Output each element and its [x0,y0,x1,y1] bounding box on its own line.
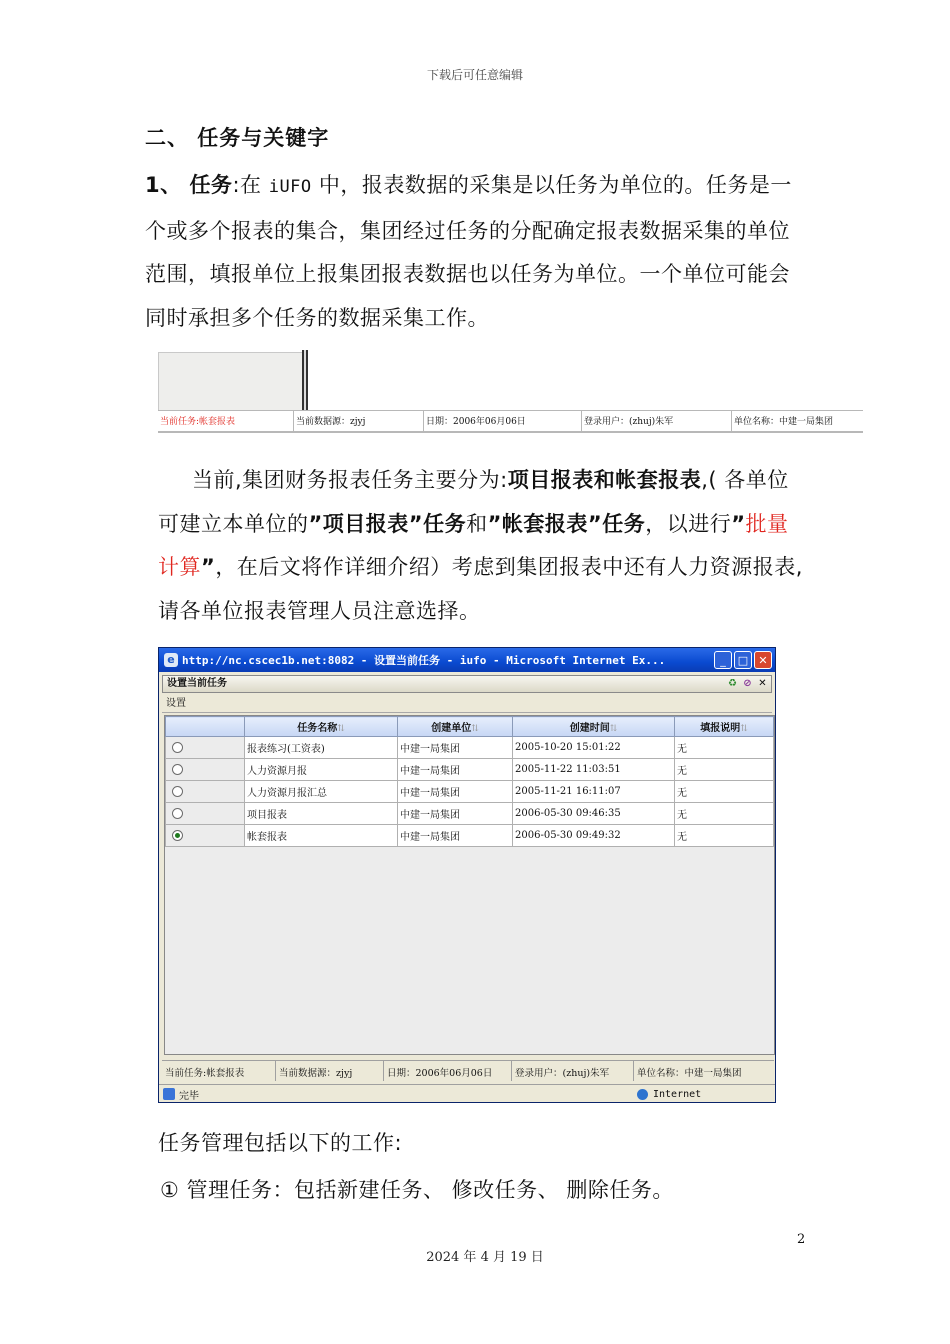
text-rest: 中，报表数据的采集是以任务为单位的。任务是一个或多个报表的集合，集团经过任务的分配确定报表数据采集的单位范围，填报单位上报集团报表数据也以任务为单位。一个单位可能会同时承担多个任务的数据采集工作。 [145,173,792,330]
text-task-management: 任务管理包括以下的工作: [158,1131,403,1155]
status-datasource: 当前数据源：zjyj [294,411,424,431]
status-datasource: 当前数据源：zjyj [276,1061,384,1081]
status-current-task: 当前任务:帐套报表 [158,411,294,431]
status-user: 登录用户：(zhuj)朱军 [582,411,732,431]
cell-name: 人力资源月报汇总 [245,781,398,803]
row-radio[interactable] [172,786,183,797]
zone-label: Internet [653,1088,702,1100]
cell-unit: 中建一局集团 [398,825,513,847]
minimize-button[interactable]: _ [714,651,732,669]
table-row[interactable] [166,825,774,847]
text-bold: 项目报表和帐套报表 [507,468,702,492]
text: ，在后文将作详细介绍）考虑到集团报表中还有人力资源报表,请各单位报表管理人员注意选择。 [158,555,803,623]
refresh-icon[interactable]: ♻ [728,678,737,689]
cell-time: 2005-11-22 11:03:51 [513,759,675,781]
col-task-name[interactable] [245,717,398,737]
text-manage-tasks: ① 管理任务：包括新建任务、 修改任务、 删除任务。 [160,1178,674,1202]
cell-note: 无 [675,737,774,759]
cell-unit: 中建一局集团 [398,759,513,781]
text-colon: :在 [232,173,269,197]
status-date: 日期：2006年06月06日 [424,411,582,431]
status-user: 登录用户：(zhuj)朱军 [512,1061,634,1081]
task-grid-area [164,715,775,1055]
cell-time: 2006-05-30 09:49:32 [513,825,675,847]
window-title: http://nc.cscec1b.net:8082 - 设置当前任务 - iufo - Microsoft Internet Ex... [182,654,666,667]
browser-window [158,647,776,1103]
col-label: 创建时间 [569,723,610,734]
cell-note: 无 [675,803,774,825]
text: ,( 各单位可建立本单位的 [158,468,789,536]
col-time[interactable] [513,717,675,737]
col-select [166,717,245,737]
cell-name: 项目报表 [245,803,398,825]
panel-title: 设置当前任务 [167,678,227,689]
ie-status-bar [159,1084,775,1103]
col-unit[interactable] [398,717,513,737]
row-select-cell [166,759,245,781]
table-row[interactable] [166,781,774,803]
status-unit: 单位名称：中建一局集团 [637,1068,742,1079]
section-heading: 二、 任务与关键字 [145,126,330,150]
cell-unit: 中建一局集团 [398,781,513,803]
row-select-cell [166,781,245,803]
app-status-bar [162,1060,774,1081]
security-zone [637,1089,701,1100]
text-bold: ”项目报表”任务 [308,511,467,536]
status-date: 日期：2006年06月06日 [384,1061,512,1081]
cell-name: 人力资源月报 [245,759,398,781]
sort-icon: ⇅ [337,724,345,734]
row-radio[interactable] [172,742,183,753]
row-select-cell [166,825,245,847]
text: 和 [466,511,488,536]
cell-name: 报表练习(工资表) [245,737,398,759]
paragraph-task-definition [145,164,810,340]
table-header-row [166,717,774,737]
table-row[interactable] [166,803,774,825]
cell-note: 无 [675,759,774,781]
cell-name: 帐套报表 [245,825,398,847]
cell-time: 2005-11-21 16:11:07 [513,781,675,803]
text-bold: ” [201,555,216,579]
row-radio[interactable] [172,808,183,819]
row-radio[interactable] [172,830,183,841]
globe-icon [637,1089,648,1100]
list-number: 1、 [145,173,190,197]
table-row[interactable] [166,759,774,781]
close-panel-icon[interactable]: ✕ [758,678,767,689]
cell-note: 无 [675,825,774,847]
page-number: 2 [797,1232,806,1247]
sort-icon: ⇅ [471,724,479,734]
paragraph-task-types [158,459,808,633]
text-bold: ”帐套报表”任务 [487,511,646,536]
grey-panel [158,352,303,411]
status-current-task: 当前任务:帐套报表 [162,1061,276,1081]
title-bar[interactable] [159,648,775,672]
term-task: 任务 [189,173,233,197]
text: ，以进行 [645,511,732,536]
table-row[interactable] [166,737,774,759]
task-table [165,716,774,847]
col-label: 任务名称 [297,723,338,734]
col-label: 创建单位 [431,723,472,734]
col-note[interactable] [675,717,774,737]
col-label: 填报说明 [700,723,741,734]
text: 当前,集团财务报表任务主要分为: [192,468,508,492]
sort-icon: ⇅ [609,724,618,734]
panel-header [162,675,772,693]
cell-unit: 中建一局集团 [398,737,513,759]
screenshot-status-strip [158,350,863,434]
sort-icon: ⇅ [740,724,748,734]
toolbar-settings[interactable]: 设置 [166,698,186,709]
page-icon [163,1088,175,1100]
cell-unit: 中建一局集团 [398,803,513,825]
maximize-button[interactable]: □ [734,651,752,669]
ie-status-text: 完毕 [179,1090,199,1102]
help-icon[interactable]: ⊘ [743,678,752,689]
toolbar [162,695,772,713]
panel-icons [726,677,769,690]
cell-time: 2006-05-30 09:46:35 [513,803,675,825]
text-red: 批量计算 [158,511,789,579]
code-iufo: iUFO [268,177,312,197]
ie-icon: e [164,653,178,667]
row-select-cell [166,803,245,825]
header-note: 下载后可任意编辑 [426,68,523,82]
row-radio[interactable] [172,764,183,775]
close-button[interactable]: ✕ [754,651,772,669]
row-select-cell [166,737,245,759]
status-unit: 单位名称：中建一局集团 [734,417,834,427]
cell-time: 2005-10-20 15:01:22 [513,737,675,759]
status-bar [158,410,863,433]
text-bold: ” [731,511,746,536]
cell-note: 无 [675,781,774,803]
splitter [302,350,308,410]
footer-date: 2024 年 4 月 19 日 [426,1250,544,1265]
